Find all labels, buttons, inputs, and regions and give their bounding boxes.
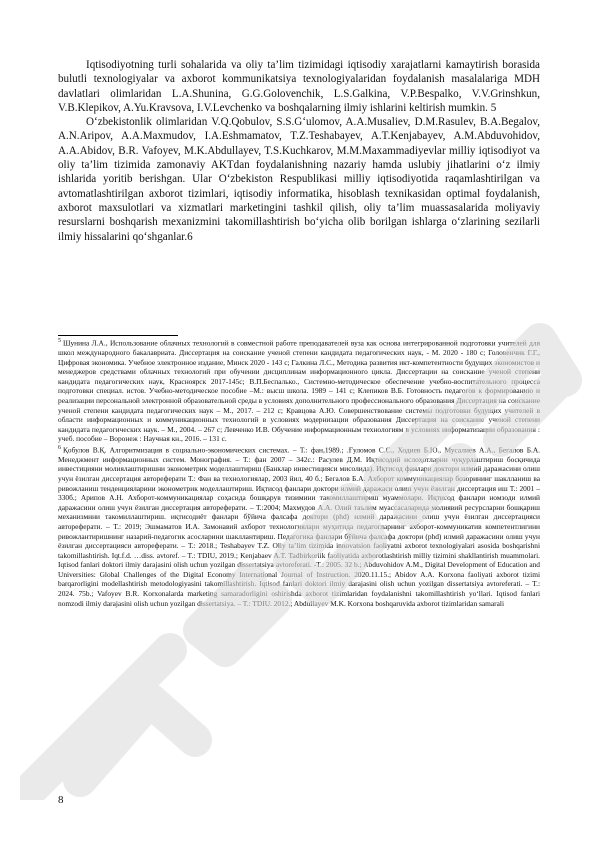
page-number: 8 <box>58 794 64 806</box>
footnote-separator <box>58 335 178 336</box>
main-text <box>58 58 540 244</box>
paragraph-1: Iqtisodiyotning turli sohalarida va oliy ta’lim tizimidagi iqtisodiy xarajatlarni kamaytirish borasida bulutli texnologiyalar va axborot kommunikatsiya texnologiyalaridan foydalanish masalalariga MDH davlatlari olimlaridan L.A.Shunina, G.G.Golovenchik, L.S.Galkina, V.P.Bespalko, V.V.Grinshkun, V.B.Klepikov, A.Yu.Kravsova, I.V.Levchenko va boshqalarning ilmiy ishlarini keltirish mumkin. 5 <box>58 59 540 114</box>
footnote-6 <box>58 444 540 608</box>
footnote-text: Қобулов В.Қ. Алгоритмизация в социально-экономических системах. – Т.: фан,1989.; .Ғуломов С.С., Ходиев Б.Ю., Мусалиев А.А., Бегалов Б.А. Менеджмент информационных систем. Монография. – Т.: фан 2007 – 342с.: Расулев Д.М. Иқтисодий ислоҳотларни чуқурлаштириш босқичида инвестицияни молиялаштиришни эконометрик моделлаштириш (Банклар инвестицияси мисолида). Иқтисод фанлари доктори илмий даражасини олиш учун ёзилган диссертация автореферати Т.: Фан ва технологиялар, 2003 йил, 40 б.; Бегалов Б.А. Ахборот коммуникациялар бозорининг шаклланиш ва ривожланиш тенденцияларини эконометрик моделлаштириш. Иқтисод фанлари доктори илмий даражаси олиш учун ёзилган диссертация иш Т.: 2001 – 330б.; Арипов А.Н. Ахборот-коммуникациялар соҳасида бошқарув тизимини такомиллаштириш муаммолари. Иқтисод фанлари номзоди илмий даражасини олиш учун ёзилган диссертация автореферати. – Т.:2004; Махмудов А.А. Олий таълим муассасаларида молиявий ресурсларни бошқариш механизмини такомиллаштириш. иқтисодиёт фанлари бўйича фалсафа доктори (phd) илмий даражасини олиш учун ёзилган диссертацияси автореферати. – Т.: 2019; Эшмаматов И.А. Замонавий ахборот технологиялари муҳитида педагогларнинг ахборот-коммуникатив компетентлигини ривожлантиришнинг назарий-педагогик асосларини шакллантириш. Педагогика фанлари бўйича фалсафа доктори (phd) илмий даражасини олиш учун ёзилган диссертацияси автореферати. – Т.: 2018.; Teshabayev T.Z. Oliy ta’lim tizimida innovatsion faoliyatni axborot texnologiyalari asosida boshqarishni takomillashtirish. Iqt.f.d. …diss. avtoref. – T.: TDIU, 2019.; Kenjabaev A.T. Tadbirkorlik faoliyatida axborotlashtirish milliy tizimini shakllantirish muammolari. Iqtisod fanlari doktori ilmiy darajasini olish uchun yozilgan dissertatsiya avtoreferati. -T.: 2005. 32 b.; Abduvohidov A.M., Digital Development of Education and Universities: Global Challenges of the Digital Economy International Journal of Instruction. 2020.11.15.; Abidov A.A. Korxona faoliyati axborot tizimi barqarorligini modellashtirish metodologiyasini takomillashtirish. Iqtisod fanlari doktori ilmiy darajasini olish uchun yozilgan dissertatsiya avtoreferati. – T.: 2024. 75b.; Vafoyev B.R. Korxonalarda marketing samaradorligini oshirishda axborot tizimlaridan foydalanishni takomillashtirish yo‘llari. Iqtisod fanlari nomzodi ilmiy darajasini olish uchun yozilgan dissertatsiya. – T.: TDIU. 2012.; Abdullayev M.K. Korxona boshqaruvida axborot tizimlaridan samarali <box>58 445 540 608</box>
watermark-stroke <box>30 650 195 790</box>
footnote-5 <box>58 337 540 444</box>
footnote-mark: 5 <box>58 338 61 344</box>
footnote-text: Шунина Л.А., Использование облачных технологий в совместной работе преподавателей вуза как основа интегрированной подготовки учителей для школ международного бакалавриата. Диссертация на соискание ученой степени кандидата педагогических наук, - М. 2020 - 180 с; Головенчик Г.Г., Цифровая экономика. Учебное электронное издание, Минск 2020 - 143 с; Галкина Л.С., Методика развития икт-компетентности будущих экономистов и менеджеров средствами облачных технологий при обучении дисциплинам информационного цикла. Диссертации на соискание ученой степени кандидата педагогических наук, Красноярск 2017-145с; В.П.Беспалько., Системно-методическое обеспечение учебно-воспитательного процесса подготовки специал. истов. Учебно-методическое пособие –М.: высш школа. 1989 – 141 с; Клепиков В.Б. Готовность педагогов к формированию и реализации персональной электронной образовательной среды в условиях дополнительного профессионального образования Диссертация на соискание ученой степени кандидата педагогических наук – М., 2017. – 212 с; Кравцова А.Ю. Совершенствование системы подготовки будущих учителей в области информационных и коммуникационных технологий в условиях модернизации образования Диссертация на соискание ученой степени кандидата педагогических наук. – М., 2004. – 267 с; Левченко И.В. Обучение информационным технологиям в условиях информатизации образования : учеб. пособие – Воронеж : Научная кн., 2016. – 131 с. <box>58 338 540 444</box>
footnote-mark: 6 <box>58 444 61 451</box>
paragraph-2: O‘zbekistonlik olimlaridan V.Q.Qobulov, S.S.G‘ulomov, A.A.Musaliev, D.M.Rasulev, B.A.Begalov, A.N.Aripov, A.A.Maxmudov, I.A.Eshmamatov, T.Z.Teshabayev, A.T.Kenjabayev, A.M.Abduvohidov, A.A.Abidov, B.R. Vafoyev, M.K.Abdullayev, T.S.Kuchkarov, M.M.Maxammadiyevlar milliy iqtisodiyot va oliy ta’lim tizimida zamonaviy AKTdan foydalanishning nazariy hamda uslubiy jihatlarini o‘z ilmiy ishlarida yoritib berishgan. Ular O‘zbekiston Respublikasi milliy iqtisodiyotida raqamlashtirilgan va avtomatlashtirilgan axborot tizimlari, iqtisodiy informatika, hisoblash texnikasidan optimal foydalanish, axborot maxsulotlari va xizmatlari marketingini tashkil qilish, oliy ta’lim muassasalarida moliyaviy resurslarni boshqarish mexanizmini takomillashtirish bo‘yicha olib borilgan ishlarga o‘zlarining sezilarli ilmiy hissalarini qo‘shganlar.6 <box>58 116 540 243</box>
footnotes <box>58 337 540 608</box>
